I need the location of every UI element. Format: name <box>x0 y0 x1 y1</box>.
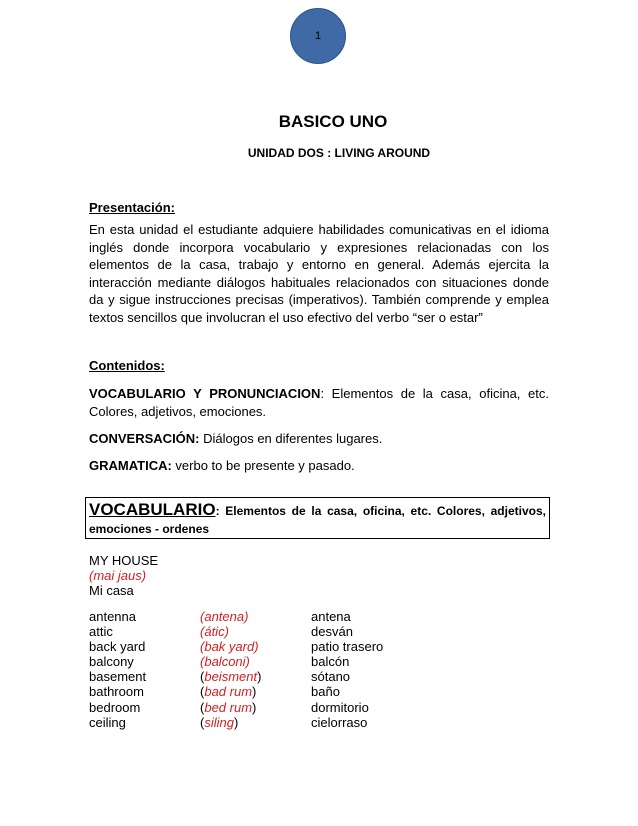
pronunciation-open-paren: ( <box>200 714 205 730</box>
vocab-english: bedroom <box>89 699 141 715</box>
contents-item-vocabulary <box>89 385 549 420</box>
pronunciation-close-paren: ) <box>252 684 257 700</box>
house-entry <box>89 553 158 598</box>
contents-item-separator: : <box>320 386 325 401</box>
pronunciation-text: bed rum <box>204 699 253 715</box>
vocab-pronunciation <box>200 684 311 699</box>
vocab-english: balcony <box>89 654 134 670</box>
page-subtitle: UNIDAD DOS : LIVING AROUND <box>247 146 431 160</box>
contents-heading: Contenidos: <box>89 358 165 373</box>
vocabulary-table <box>89 609 383 730</box>
vocabulary-section-header <box>85 497 550 539</box>
table-row <box>89 624 383 639</box>
vocabulary-heading: VOCABULARIO <box>89 500 216 519</box>
contents-item-label: CONVERSACIÓN: <box>89 431 200 446</box>
vocab-spanish: sótano <box>311 669 351 685</box>
vocab-spanish: patio trasero <box>311 639 384 655</box>
pronunciation-text: balconi) <box>204 654 250 670</box>
presentation-heading: Presentación: <box>89 200 175 215</box>
vocab-spanish: cielorraso <box>311 714 368 730</box>
page-number: 1 <box>314 30 322 42</box>
vocab-pronunciation <box>200 609 311 624</box>
table-row <box>89 700 383 715</box>
vocab-pronunciation <box>200 624 311 639</box>
pronunciation-text: beisment <box>204 669 258 685</box>
vocab-spanish: dormitorio <box>311 699 369 715</box>
vocab-english: basement <box>89 669 147 685</box>
vocab-english: antenna <box>89 609 136 624</box>
pronunciation-open-paren: ( <box>200 609 205 624</box>
vocab-pronunciation <box>200 639 311 654</box>
page-number-badge <box>290 8 346 64</box>
vocab-pronunciation <box>200 700 311 715</box>
table-row <box>89 639 383 654</box>
contents-item-label: GRAMATICA: <box>89 458 172 473</box>
pronunciation-close-paren: ) <box>252 699 257 715</box>
table-row <box>89 715 383 730</box>
table-row <box>89 684 383 699</box>
vocab-spanish: antena <box>311 609 351 624</box>
house-english: MY HOUSE <box>89 553 159 568</box>
vocab-english: attic <box>89 624 113 640</box>
house-pronunciation: (mai jaus) <box>89 568 147 583</box>
presentation-paragraph: En esta unidad el estudiante adquiere habilidades comunicativas en el idioma inglés donde incorpora vocabulario y expresiones relacionadas con los elementos de la casa, trabajo y entorno en general. Además ejercita la interacción mediante diálogos habituales relacionados con situaciones donde da y sigue instrucciones precisas (imperativos). También comprende y emplea textos sencillos que involucran el uso efectivo del verbo “ser o estar” <box>89 222 549 325</box>
pronunciation-open-paren: ( <box>200 654 205 670</box>
vocab-english: ceiling <box>89 714 126 730</box>
house-spanish: Mi casa <box>89 583 134 598</box>
pronunciation-open-paren: ( <box>200 699 205 715</box>
pronunciation-close-paren: ) <box>233 714 239 730</box>
vocab-pronunciation <box>200 669 311 684</box>
pronunciation-text: bad rum <box>204 684 253 700</box>
vocabulary-heading-description: : Elementos de la casa, oficina, etc. Colores, adjetivos, emociones - ordenes <box>89 504 546 536</box>
pronunciation-text: átic) <box>204 624 229 640</box>
pronunciation-open-paren: ( <box>200 639 205 655</box>
pronunciation-open-paren: ( <box>200 624 205 640</box>
vocab-pronunciation <box>200 715 311 730</box>
page-title: BASICO UNO <box>278 112 388 131</box>
pronunciation-text: bak yard) <box>204 639 259 655</box>
contents-item-text: Elementos de la casa, oficina, etc. Colores, adjetivos, emociones. <box>89 386 549 419</box>
vocab-english: back yard <box>89 639 146 655</box>
pronunciation-open-paren: ( <box>200 684 205 700</box>
table-row <box>89 609 383 624</box>
vocab-spanish: desván <box>311 624 353 640</box>
pronunciation-close-paren: ) <box>257 669 262 685</box>
table-row <box>89 669 383 684</box>
contents-item-grammar <box>89 457 549 475</box>
contents-item-label: VOCABULARIO Y PRONUNCIACION <box>89 386 321 401</box>
vocab-spanish: balcón <box>311 654 350 670</box>
pronunciation-open-paren: ( <box>200 669 205 685</box>
contents-item-text: Diálogos en diferentes lugares. <box>199 431 383 446</box>
pronunciation-text: antena) <box>204 609 249 624</box>
vocab-pronunciation <box>200 654 311 669</box>
table-row <box>89 654 383 669</box>
vocab-spanish: baño <box>311 684 340 700</box>
vocab-english: bathroom <box>89 684 144 700</box>
pronunciation-text: siling <box>204 714 234 730</box>
contents-item-conversation <box>89 430 549 448</box>
contents-item-text: verbo to be presente y pasado. <box>171 458 355 473</box>
